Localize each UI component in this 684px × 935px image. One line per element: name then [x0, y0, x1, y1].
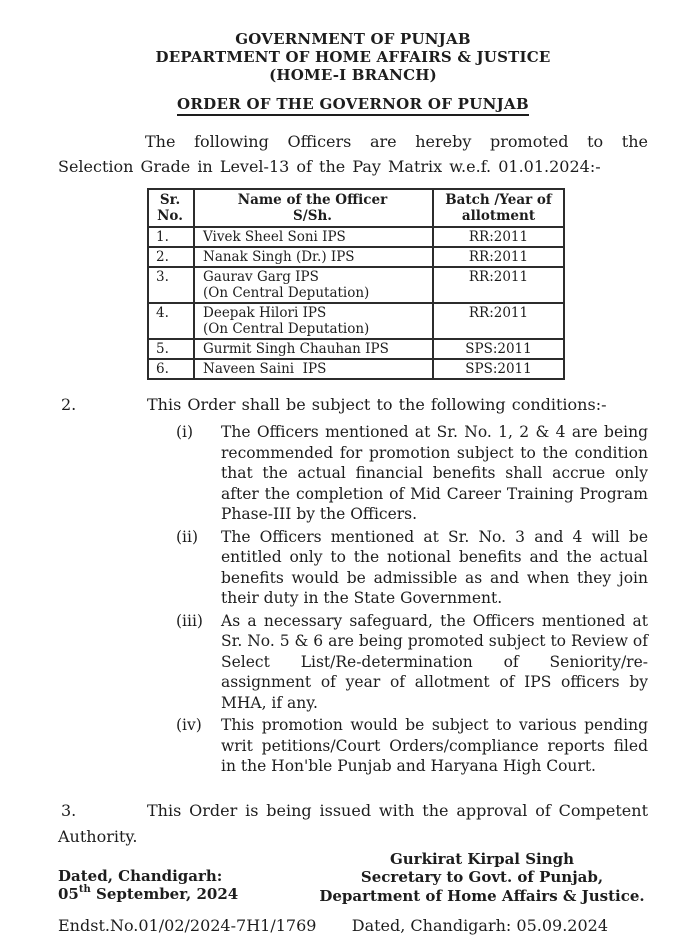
- condition-item-iv: [58, 715, 648, 777]
- cell-officer-name: Naveen Saini IPS: [194, 359, 433, 379]
- condition-item-iii: [58, 611, 648, 714]
- header-sr-line1: Sr.: [159, 192, 181, 208]
- signatory-name: Gurkirat Kirpal Singh: [389, 849, 575, 868]
- condition-text: The Officers mentioned at Sr. No. 3 and 4 will be entitled only to the notional benefits and the actual benefits would be admissible as and when they join their duty in the State Government.: [221, 527, 648, 607]
- cell-officer-name: Vivek Sheel Soni IPS: [194, 227, 433, 247]
- signatory-department: Department of Home Affairs & Justice.: [319, 886, 645, 905]
- condition-item-ii: [58, 527, 648, 609]
- table-header-row: [148, 189, 564, 227]
- condition-label: (iv): [176, 716, 202, 734]
- table-row: [148, 267, 564, 303]
- cell-sr-no: 6.: [148, 359, 194, 379]
- letterhead: [58, 30, 648, 84]
- cell-officer-name: Gurmit Singh Chauhan IPS: [194, 339, 433, 359]
- signature-block: [316, 850, 648, 906]
- cell-batch: SPS:2011: [433, 359, 564, 379]
- table-body: [148, 227, 564, 379]
- header-name-line2: S/Sh.: [293, 208, 332, 224]
- cell-sr-no: 4.: [148, 303, 194, 339]
- header-sr-line2: No.: [157, 208, 183, 224]
- endorsement-number: Endst.No.01/02/2024-7H1/1769: [58, 916, 317, 935]
- header-sr-no: [148, 189, 194, 227]
- signature-section: [58, 850, 648, 906]
- paragraph-2: [58, 392, 648, 418]
- cell-sr-no: 2.: [148, 247, 194, 267]
- table-row: [148, 247, 564, 267]
- cell-batch: RR:2011: [433, 247, 564, 267]
- date-block: [58, 867, 238, 904]
- branch-name: (HOME-I BRANCH): [269, 66, 437, 84]
- condition-item-i: [58, 422, 648, 525]
- government-name: GOVERNMENT OF PUNJAB: [235, 30, 471, 48]
- condition-text: The Officers mentioned at Sr. No. 1, 2 & 4 are being recommended for promotion subject to the condition that the actual financial benefits shall accrue only after the completion of Mid Career Training Program Phase-III by the Officers.: [221, 423, 648, 523]
- condition-label: (iii): [176, 611, 203, 630]
- endorsement-date: Dated, Chandigarh: 05.09.2024: [351, 916, 608, 935]
- order-title: ORDER OF THE GOVERNOR OF PUNJAB: [177, 95, 529, 116]
- signatory-designation: Secretary to Govt. of Punjab,: [360, 868, 604, 886]
- header-batch-line2: allotment: [461, 208, 536, 224]
- condition-label: (i): [176, 423, 194, 441]
- officers-table: [147, 188, 565, 380]
- paragraph-3-number: 3.: [61, 800, 77, 820]
- paragraph-2-number: 2.: [61, 395, 77, 414]
- order-title-container: [58, 94, 648, 116]
- header-officer-name: [194, 189, 433, 227]
- department-name: DEPARTMENT OF HOME AFFAIRS & JUSTICE: [155, 48, 551, 66]
- endorsement-line: [58, 916, 648, 935]
- table-header: [148, 189, 564, 227]
- table-row: [148, 227, 564, 247]
- dated-date: 05th September, 2024: [58, 884, 239, 903]
- cell-batch: RR:2011: [433, 267, 564, 303]
- cell-sr-no: 1.: [148, 227, 194, 247]
- cell-batch: RR:2011: [433, 227, 564, 247]
- cell-officer-name: Gaurav Garg IPS (On Central Deputation): [194, 267, 433, 303]
- table-row: [148, 339, 564, 359]
- cell-batch: RR:2011: [433, 303, 564, 339]
- condition-text: This promotion would be subject to various pending writ petitions/Court Orders/compliance reports filed in the Hon'ble Punjab and Haryana High Court.: [221, 716, 648, 775]
- condition-text: As a necessary safeguard, the Officers mentioned at Sr. No. 5 & 6 are being promoted subject to Review of Select List/Re-determination of Seniority/re-assignment of year of allotment of IPS officers by MHA, if any.: [221, 611, 648, 712]
- header-name-line1: Name of the Officer: [237, 192, 388, 208]
- cell-officer-name-note: (On Central Deputation): [203, 321, 370, 337]
- conditions-list: [58, 422, 648, 777]
- table-row: [148, 303, 564, 339]
- cell-sr-no: 5.: [148, 339, 194, 359]
- cell-officer-name: Nanak Singh (Dr.) IPS: [194, 247, 433, 267]
- cell-sr-no: 3.: [148, 267, 194, 303]
- paragraph-3-text: This Order is being issued with the approval of Competent Authority.: [58, 800, 648, 846]
- cell-batch: SPS:2011: [433, 339, 564, 359]
- dated-place: Dated, Chandigarh:: [58, 866, 223, 885]
- cell-officer-name-note: (On Central Deputation): [203, 285, 370, 301]
- intro-paragraph: The following Officers are hereby promoted to the Selection Grade in Level-13 of the Pay Matrix w.e.f. 01.01.2024:-: [58, 132, 648, 176]
- paragraph-3: [58, 798, 648, 850]
- table-row: [148, 359, 564, 379]
- date-ordinal-suffix: th: [78, 884, 91, 895]
- paragraph-2-text: This Order shall be subject to the following conditions:-: [147, 395, 607, 414]
- condition-label: (ii): [176, 527, 199, 546]
- header-batch-line1: Batch /Year of: [445, 192, 552, 208]
- header-batch: [433, 189, 564, 227]
- cell-officer-name: Deepak Hilori IPS (On Central Deputation): [194, 303, 433, 339]
